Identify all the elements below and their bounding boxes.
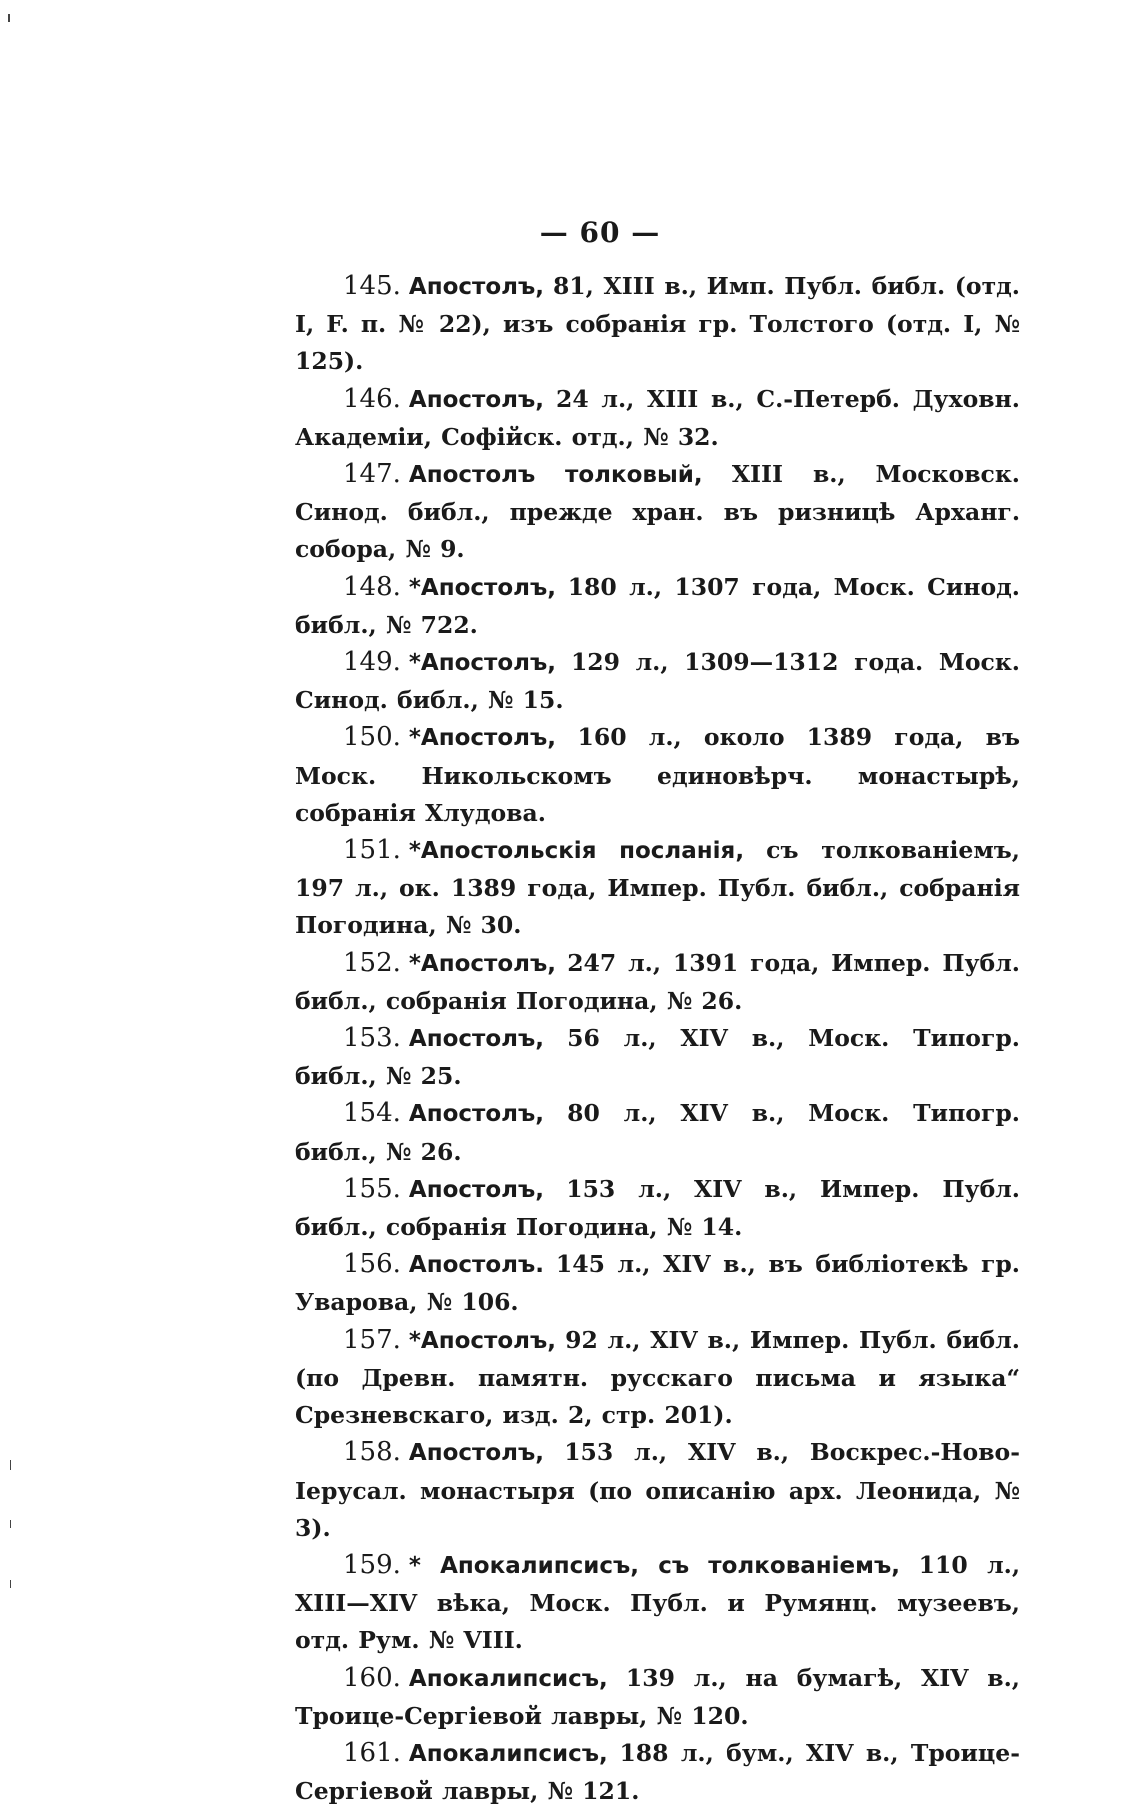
scan-edge-mark (10, 1520, 11, 1528)
catalog-entry (295, 381, 1020, 456)
entry-description: 247 л., 1391 года, Импер. Публ. библ., собранія Погодина, № 26. (295, 948, 1020, 1015)
catalog-entry (295, 1095, 1020, 1170)
entry-title: Апостолъ, (408, 1101, 545, 1128)
catalog-entry (295, 456, 1020, 569)
entry-description: 145 л., XIV в., въ библіотекѣ гр. Уварова, № 106. (295, 1250, 1020, 1317)
entry-number: 147. (343, 459, 401, 490)
entry-title: *Апостольскія посланія, (408, 838, 745, 865)
catalog-entries (295, 268, 1020, 1810)
page-number: — 60 — (539, 216, 661, 249)
catalog-entry (295, 1434, 1020, 1547)
entry-number: 153. (343, 1023, 401, 1054)
catalog-entry (295, 268, 1020, 381)
entry-description: 110 л., XIII—XIV вѣка, Моск. Публ. и Румянц. музеевъ, отд. Рум. № VIII. (295, 1550, 1020, 1655)
entry-title: Апостолъ толковый, (408, 462, 703, 489)
entry-title: Апостолъ, (408, 1026, 545, 1053)
entry-description: 180 л., 1307 года, Моск. Синод. библ., № 722. (295, 572, 1020, 639)
scan-edge-mark (8, 14, 10, 22)
catalog-entry (295, 1735, 1020, 1810)
entry-title: *Апостолъ, (408, 950, 557, 977)
entry-number: 154. (343, 1098, 401, 1129)
entry-title: *Апостолъ, (408, 574, 557, 601)
entry-description: 160 л., около 1389 года, въ Моск. Никольскомъ единовѣрч. монастырѣ, собранія Хлудова. (295, 723, 1020, 827)
entry-description: съ толкованіемъ, 197 л., ок. 1389 года, Импер. Публ. библ., собранія Погодина, № 30. (295, 836, 1020, 940)
catalog-entry (295, 945, 1020, 1020)
entry-title: Апокалипсисъ, (408, 1665, 608, 1692)
catalog-entry (295, 1171, 1020, 1246)
entry-description: 139 л., на бумагѣ, XIV в., Троице-Сергіевой лавры, № 120. (295, 1663, 1020, 1730)
entry-title: Апостолъ, (408, 1176, 545, 1203)
entry-title: *Апостолъ, (408, 1327, 557, 1354)
entry-description: 153 л., XIV в., Воскрес.-Ново-Іерусал. монастыря (по описанію арх. Леонида, № 3). (295, 1438, 1020, 1542)
entry-description: 24 л., XIII в., С.-Петерб. Духовн. Академіи, Софійск. отд., № 32. (295, 384, 1020, 451)
catalog-entry (295, 1322, 1020, 1435)
entry-number: 157. (343, 1324, 401, 1355)
entry-number: 160. (343, 1662, 401, 1693)
entry-title: Апостолъ, (408, 274, 545, 300)
entry-number: 151. (343, 835, 401, 866)
entry-description: 81, XIII в., Имп. Публ. библ. (отд. I, F. п. № 22), изъ собранія гр. Толстого (отд. I, № 125). (295, 272, 1020, 376)
catalog-entry (295, 644, 1020, 719)
catalog-entry (295, 719, 1020, 832)
catalog-entry (295, 1246, 1020, 1321)
scan-edge-mark (10, 1580, 11, 1588)
catalog-entry (295, 1547, 1020, 1660)
entry-title: Апокалипсисъ, (408, 1740, 608, 1767)
entry-description: 80 л., XIV в., Моск. Типогр. библ., № 26. (295, 1099, 1020, 1166)
catalog-entry (295, 832, 1020, 945)
catalog-entry (295, 1020, 1020, 1095)
entry-number: 161. (343, 1737, 401, 1768)
entry-number: 150. (343, 722, 401, 753)
catalog-entry (295, 1660, 1020, 1735)
entry-description: 153 л., XIV в., Импер. Публ. библ., собранія Погодина, № 14. (295, 1174, 1020, 1242)
entry-number: 156. (343, 1249, 401, 1280)
entry-number: 145. (343, 271, 401, 301)
entry-title: * Апокалипсисъ, съ толкованіемъ, (408, 1552, 900, 1579)
entry-description: 129 л., 1309—1312 года. Моск. Синод. библ., № 15. (295, 648, 1020, 715)
entry-number: 146. (343, 383, 401, 414)
entry-title: Апостолъ, (408, 386, 545, 413)
entry-title: *Апостолъ, (408, 650, 557, 677)
entry-description: 92 л., XIV в., Импер. Публ. библ. (по Древн. памятн. русскаго письма и языка“ Срезневскаго, изд. 2, стр. 201). (295, 1325, 1020, 1430)
entry-title: Апостолъ, (408, 1440, 545, 1467)
entry-number: 155. (343, 1173, 401, 1204)
entry-number: 149. (343, 647, 401, 678)
entry-number: 148. (343, 571, 401, 602)
catalog-entry (295, 569, 1020, 644)
entry-description: XIII в., Московск. Синод. библ., прежде хран. въ ризницѣ Арханг. собора, № 9. (295, 460, 1020, 564)
entry-number: 159. (343, 1549, 401, 1580)
entry-number: 158. (343, 1437, 401, 1468)
entry-title: *Апостолъ, (408, 725, 557, 752)
entry-number: 152. (343, 947, 401, 978)
entry-title: Апостолъ. (408, 1252, 545, 1279)
entry-description: 188 л., бум., XIV в., Троице-Сергіевой лавры, № 121. (295, 1738, 1020, 1806)
scan-edge-mark (10, 1460, 11, 1470)
entry-description: 56 л., XIV в., Моск. Типогр. библ., № 25. (295, 1024, 1020, 1091)
